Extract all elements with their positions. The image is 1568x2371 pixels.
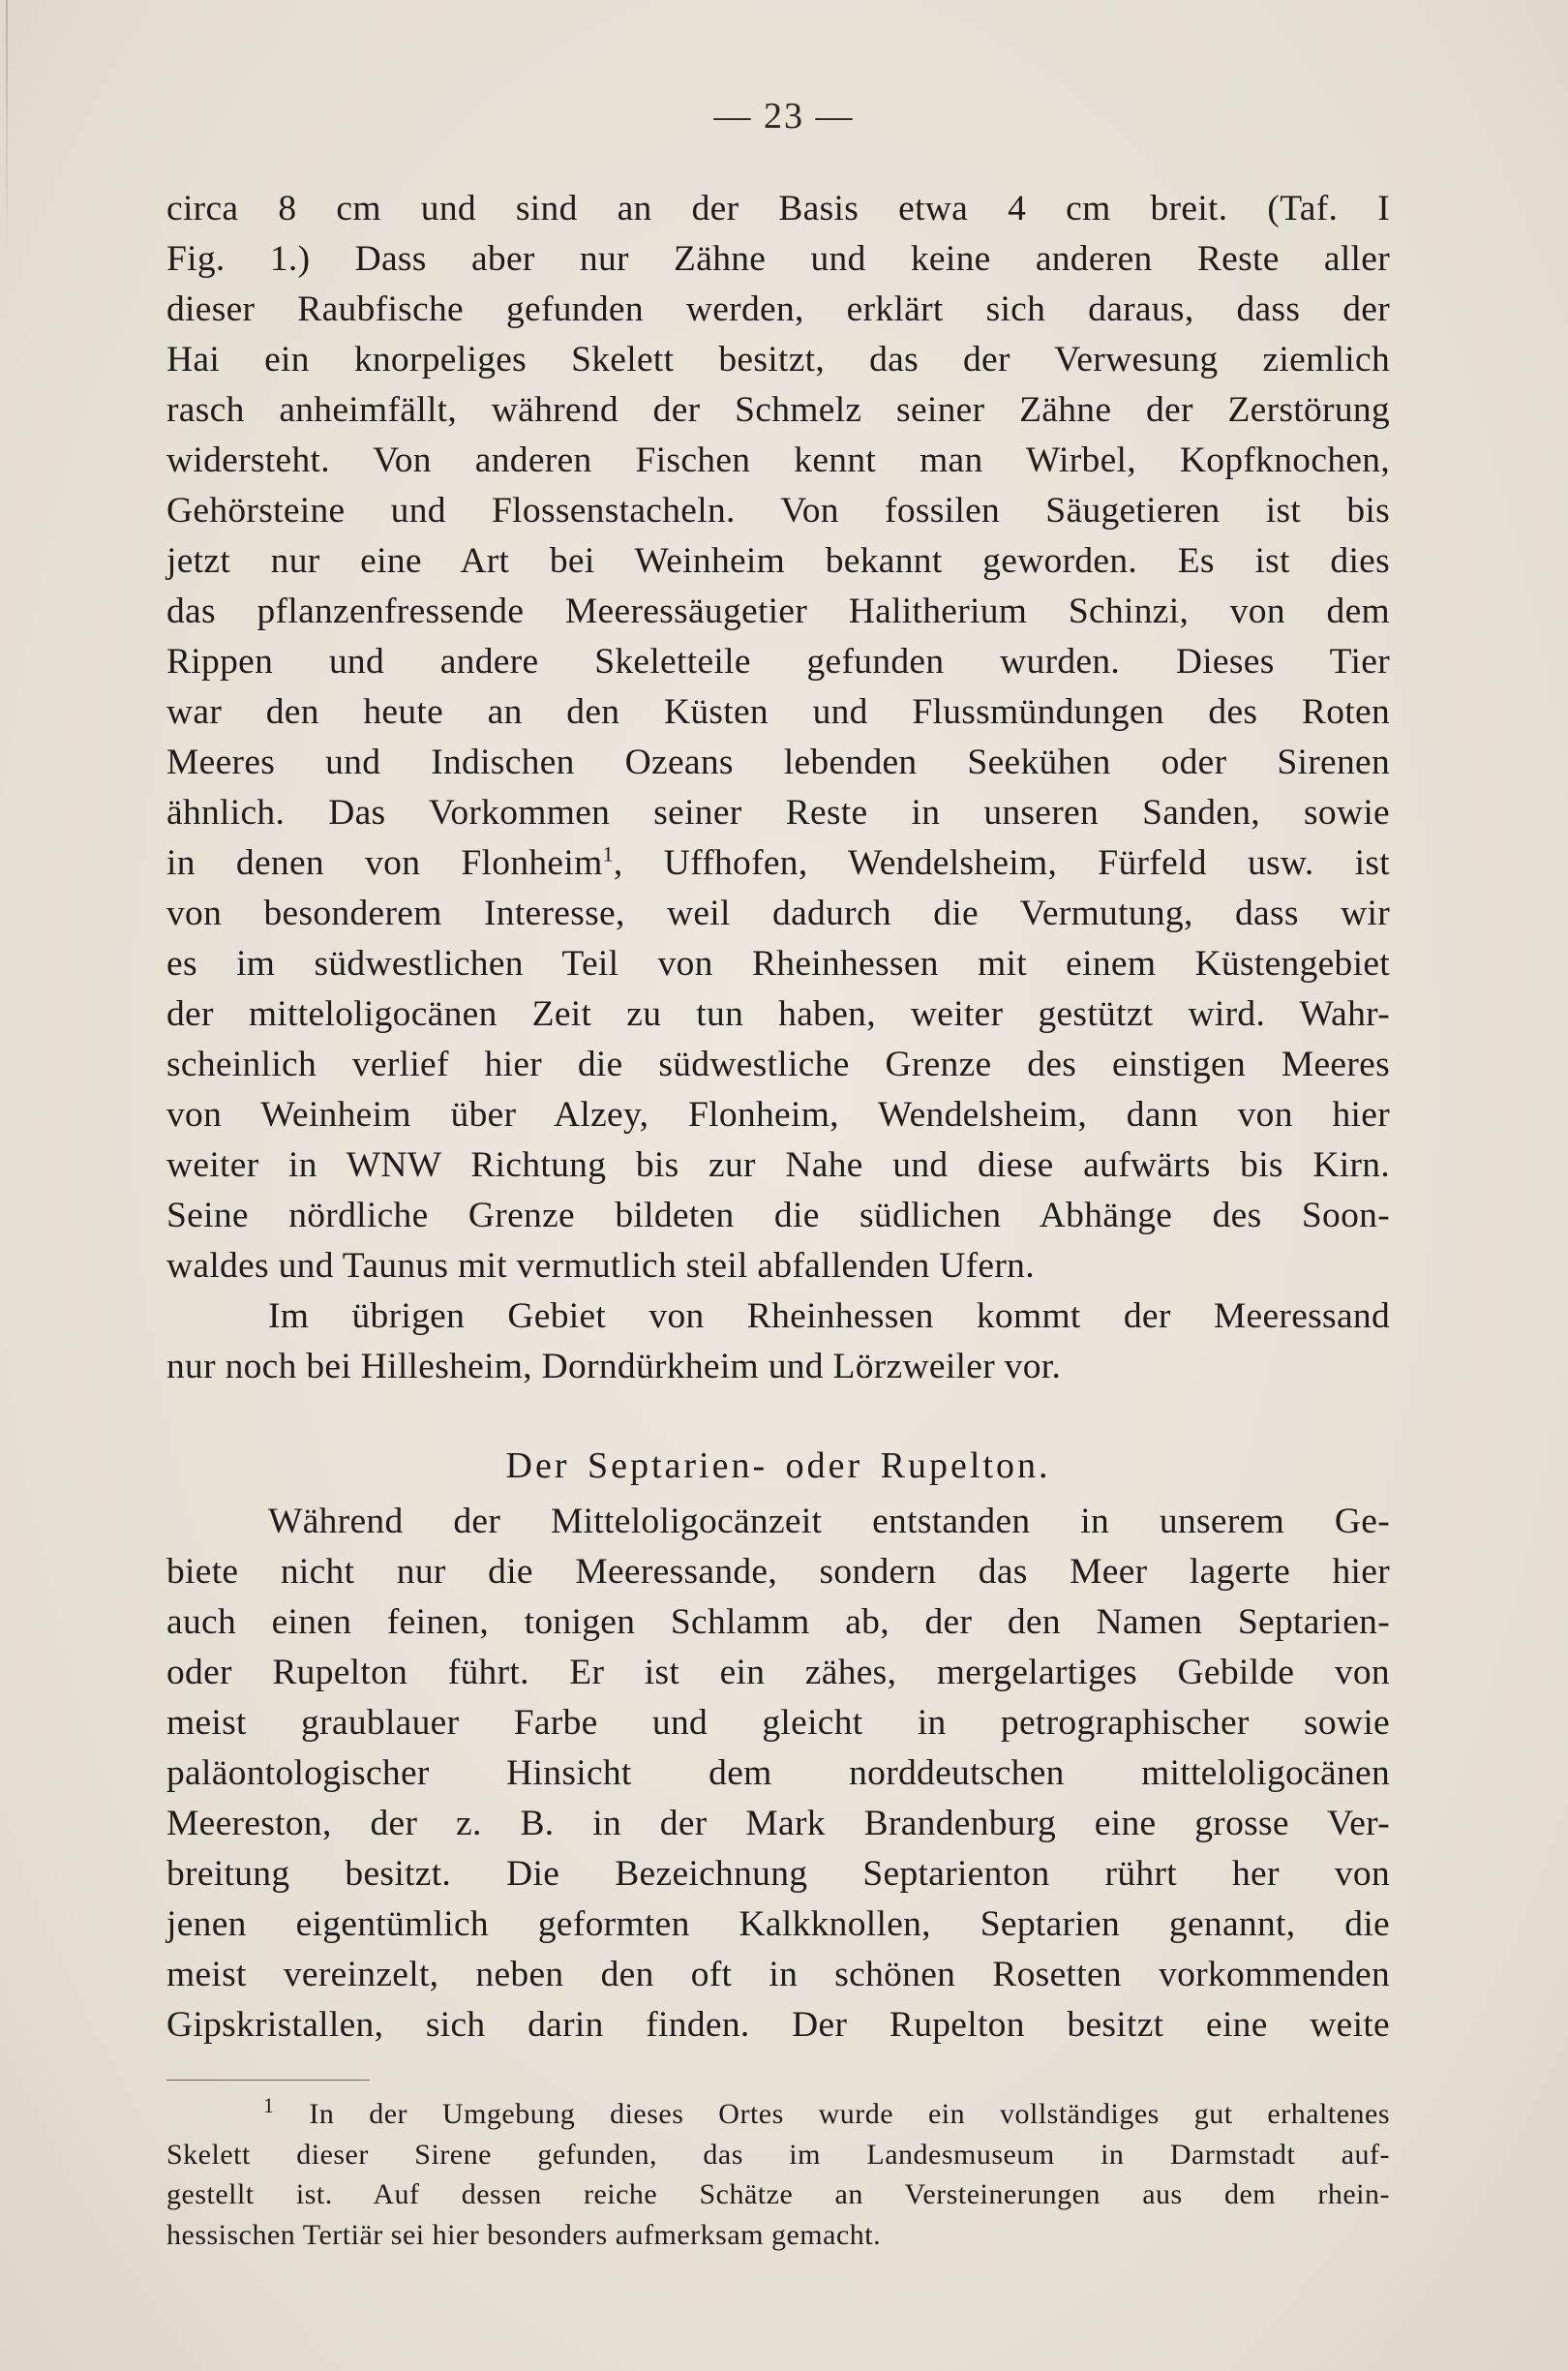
footnote-text: In der Umgebung dieses Ortes wurde ein vollständiges gut erhaltenes xyxy=(309,2098,1391,2130)
text-line: oder Rupelton führt. Er ist ein zähes, mergelartiges Gebilde von xyxy=(166,1653,1390,1692)
text-line: breitung besitzt. Die Bezeichnung Septarienton rührt her von xyxy=(166,1854,1390,1894)
paragraph-start-line: Im übrigen Gebiet von Rheinhessen kommt der Meeressand xyxy=(268,1296,1390,1336)
text-line: meist graublauer Farbe und gleicht in petrographischer sowie xyxy=(166,1703,1390,1743)
text-line: von besonderem Interesse, weil dadurch die Vermutung, dass wir xyxy=(166,894,1390,933)
text-line: jenen eigentümlich geformten Kalkknollen, Septarien genannt, die xyxy=(166,1904,1390,1944)
text-line: jetzt nur eine Art bei Weinheim bekannt geworden. Es ist dies xyxy=(166,541,1390,581)
text-line: es im südwestlichen Teil von Rheinhessen mit einem Küstengebiet xyxy=(166,944,1390,984)
section-heading: Der Septarien- oder Rupelton. xyxy=(505,1445,1051,1486)
text-line: Seine nördliche Grenze bildeten die südlichen Abhänge des Soon- xyxy=(166,1196,1390,1235)
text-line: meist vereinzelt, neben den oft in schönen Rosetten vorkommenden xyxy=(166,1955,1390,1994)
footnote-reference: 1 xyxy=(602,841,614,866)
text-line: Gehörsteine und Flossenstacheln. Von fossilen Säugetieren ist bis xyxy=(166,491,1390,531)
paragraph-start-line: Während der Mitteloligocänzeit entstanden in unserem Ge- xyxy=(268,1502,1390,1541)
text-line: Rippen und andere Skeletteile gefunden wurden. Dieses Tier xyxy=(166,642,1390,682)
text-line: dieser Raubfische gefunden werden, erklärt sich daraus, dass der xyxy=(166,289,1390,329)
footnote-line: gestellt ist. Auf dessen reiche Schätze an Versteinerungen aus dem rhein- xyxy=(166,2178,1390,2210)
text-line-with-footnote xyxy=(166,838,1390,889)
page-number: — 23 — xyxy=(713,96,855,137)
text-line: von Weinheim über Alzey, Flonheim, Wendelsheim, dann von hier xyxy=(166,1095,1390,1135)
text-line: waldes und Taunus mit vermutlich steil abfallenden Ufern. xyxy=(166,1246,1035,1286)
footnote-line xyxy=(166,2094,1390,2135)
body-text xyxy=(166,184,1390,2051)
footnote xyxy=(166,2094,1390,2255)
text-line: paläontologischer Hinsicht dem norddeutschen mitteloligocänen xyxy=(166,1753,1390,1793)
footnote-divider xyxy=(166,2080,370,2081)
footnote-mark: 1 xyxy=(263,2093,275,2117)
text-line: widersteht. Von anderen Fischen kennt man Wirbel, Kopfknochen, xyxy=(166,441,1390,480)
text-line: rasch anheimfällt, während der Schmelz seiner Zähne der Zerstörung xyxy=(166,390,1390,430)
text-line: nur noch bei Hillesheim, Dorndürkheim und Lörzweiler vor. xyxy=(166,1347,1062,1386)
text-line: Gipskristallen, sich darin finden. Der Rupelton besitzt eine weite xyxy=(166,2005,1390,2045)
text-fragment: in denen von Flonheim xyxy=(166,843,603,883)
text-line: Meereston, der z. B. in der Mark Brandenburg eine grosse Ver- xyxy=(166,1804,1390,1843)
text-line: weiter in WNW Richtung bis zur Nahe und diese aufwärts bis Kirn. xyxy=(166,1145,1390,1185)
text-line: biete nicht nur die Meeressande, sondern das Meer lagerte hier xyxy=(166,1552,1390,1592)
text-line: scheinlich verlief hier die südwestliche Grenze des einstigen Meeres xyxy=(166,1045,1390,1084)
text-line: Hai ein knorpeliges Skelett besitzt, das der Verwesung ziemlich xyxy=(166,340,1390,380)
text-fragment: , Uffhofen, Wendelsheim, Fürfeld usw. ist xyxy=(613,843,1390,883)
text-line: das pflanzenfressende Meeressäugetier Halitherium Schinzi, von dem xyxy=(166,592,1390,631)
text-line: circa 8 cm und sind an der Basis etwa 4 cm breit. (Taf. I xyxy=(166,189,1390,228)
text-line: der mitteloligocänen Zeit zu tun haben, weiter gestützt wird. Wahr- xyxy=(166,994,1390,1034)
text-line: Fig. 1.) Dass aber nur Zähne und keine anderen Reste aller xyxy=(166,239,1390,279)
text-line: ähnlich. Das Vorkommen seiner Reste in unseren Sanden, sowie xyxy=(166,793,1390,833)
text-line: war den heute an den Küsten und Flussmündungen des Roten xyxy=(166,692,1390,732)
text-line: auch einen feinen, tonigen Schlamm ab, der den Namen Septarien- xyxy=(166,1602,1390,1642)
footnote-line: Skelett dieser Sirene gefunden, das im Landesmuseum in Darmstadt auf- xyxy=(166,2138,1390,2171)
footnote-line: hessischen Tertiär sei hier besonders aufmerksam gemacht. xyxy=(166,2218,882,2251)
text-line: Meeres und Indischen Ozeans lebenden Seekühen oder Sirenen xyxy=(166,743,1390,782)
